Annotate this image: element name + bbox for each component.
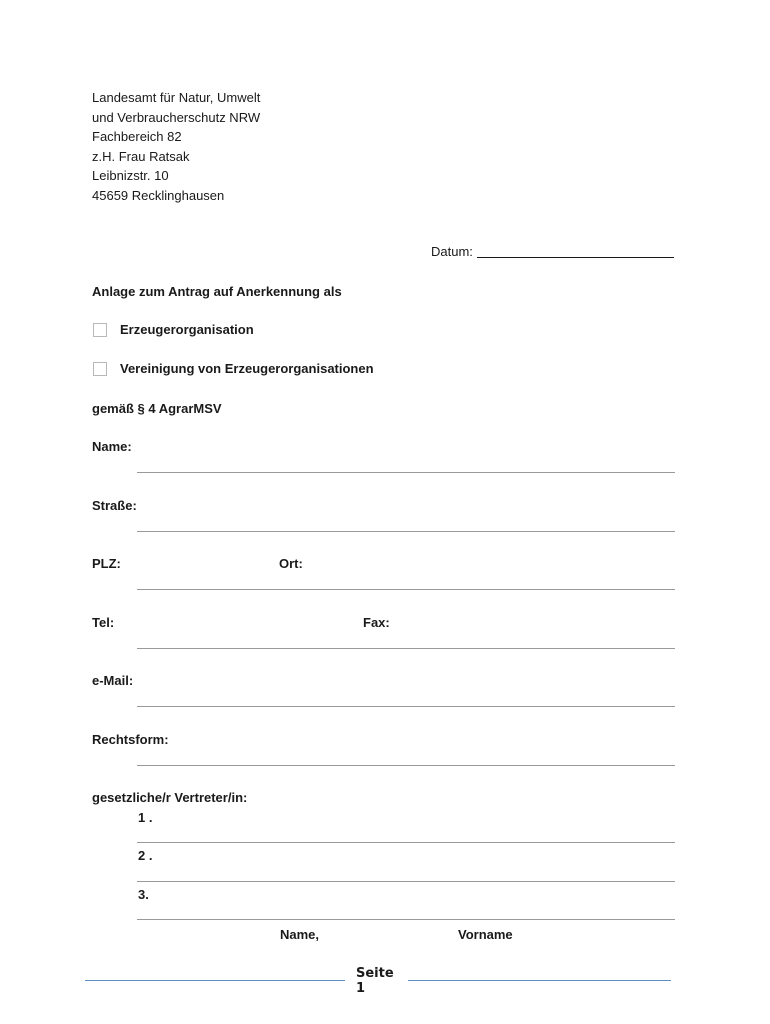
address-line: Fachbereich 82	[92, 129, 182, 145]
tel-fax-input-line[interactable]	[137, 648, 675, 649]
strasse-label: Straße:	[92, 498, 137, 513]
strasse-input-line[interactable]	[137, 531, 675, 532]
page-label: Seite	[356, 966, 394, 981]
representative-number-1: 1 .	[138, 810, 153, 825]
option-label-erzeugerorganisation: Erzeugerorganisation	[120, 322, 254, 337]
plz-ort-input-line[interactable]	[137, 589, 675, 590]
footer-rule-left	[85, 980, 345, 981]
address-line: 45659 Recklinghausen	[92, 187, 225, 203]
ort-label: Ort:	[279, 556, 303, 571]
legal-basis: gemäß § 4 AgrarMSV	[92, 401, 222, 416]
name-label: Name:	[92, 439, 132, 454]
rechtsform-label: Rechtsform:	[92, 732, 169, 747]
date-field	[431, 244, 674, 259]
page-number: 1	[356, 981, 366, 996]
rechtsform-input-line[interactable]	[137, 765, 675, 766]
email-label: e-Mail:	[92, 673, 134, 688]
tel-label: Tel:	[92, 615, 115, 630]
name-input-line[interactable]	[137, 472, 675, 473]
option-label-vereinigung: Vereinigung von Erzeugerorganisationen	[120, 361, 374, 376]
date-input-line[interactable]	[477, 245, 674, 258]
representative-3-input-line[interactable]	[137, 919, 675, 920]
fax-label: Fax:	[363, 615, 390, 630]
caption-name: Name,	[280, 927, 320, 942]
recipient-address	[92, 88, 260, 206]
plz-label: PLZ:	[92, 556, 121, 571]
caption-vorname: Vorname	[458, 927, 513, 942]
address-line: Leibnizstr. 10	[92, 168, 169, 184]
checkbox-vereinigung[interactable]	[93, 362, 107, 376]
date-label: Datum:	[431, 244, 473, 259]
representative-number-3: 3.	[138, 887, 149, 902]
checkbox-erzeugerorganisation[interactable]	[93, 323, 107, 337]
representative-2-input-line[interactable]	[137, 881, 675, 882]
representative-1-input-line[interactable]	[137, 842, 675, 843]
email-input-line[interactable]	[137, 706, 675, 707]
representative-number-2: 2 .	[138, 848, 153, 863]
representatives-label: gesetzliche/r Vertreter/in:	[92, 790, 248, 805]
page-indicator	[356, 966, 394, 996]
address-line: und Verbraucherschutz NRW	[92, 109, 261, 125]
address-line: Landesamt für Natur, Umwelt	[92, 90, 261, 105]
form-heading: Anlage zum Antrag auf Anerkennung als	[92, 284, 342, 299]
address-line: z.H. Frau Ratsak	[92, 148, 190, 164]
footer-rule-right	[408, 980, 671, 981]
